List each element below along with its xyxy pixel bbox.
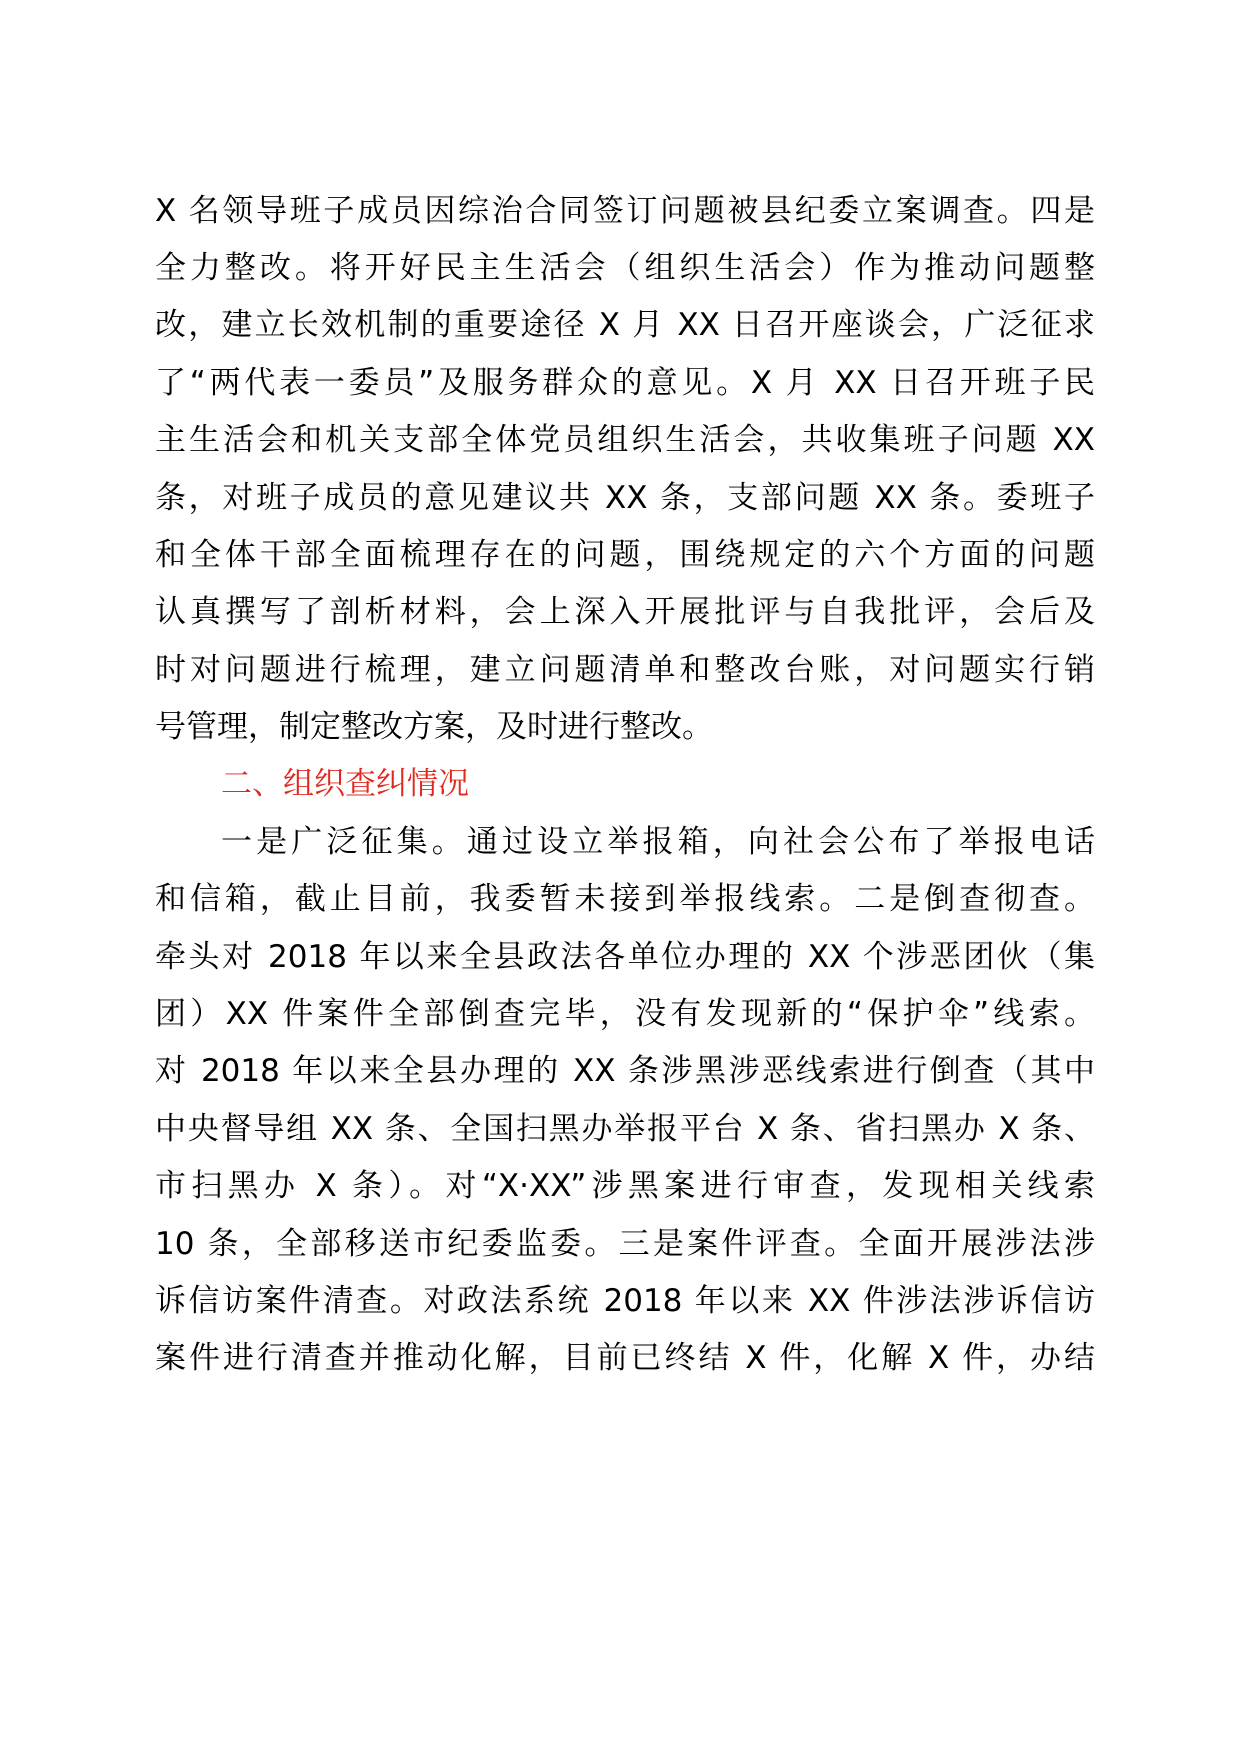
body-line: 认真撰写了剖析材料，会上深入开展批评与自我批评，会后及 <box>155 594 1095 630</box>
body-line: 中央督导组 XX 条、全国扫黑办举报平台 X 条、省扫黑办 X 条、 <box>155 1111 1095 1147</box>
body-line: 了“两代表一委员”及服务群众的意见。X 月 XX 日召开班子民 <box>155 365 1095 401</box>
body-line: 牵头对 2018 年以来全县政法各单位办理的 XX 个涉恶团伙（集 <box>155 939 1095 975</box>
body-line: X 名领导班子成员因综治合同签订问题被县纪委立案调查。四是 <box>155 193 1095 229</box>
body-line: 条，对班子成员的意见建议共 XX 条，支部问题 XX 条。委班子 <box>155 480 1095 516</box>
section-heading: 二、组织查纠情况 <box>221 766 469 802</box>
body-line: 10 条，全部移送市纪委监委。三是案件评查。全面开展涉法涉 <box>155 1226 1095 1262</box>
body-line: 和全体干部全面梳理存在的问题，围绕规定的六个方面的问题 <box>155 537 1095 573</box>
body-line: 团）XX 件案件全部倒查完毕，没有发现新的“保护伞”线索。 <box>155 996 1095 1032</box>
body-line: 时对问题进行梳理，建立问题清单和整改台账，对问题实行销 <box>155 652 1095 688</box>
body-line: 和信箱，截止目前，我委暂未接到举报线索。二是倒查彻查。 <box>155 881 1095 917</box>
body-line: 改，建立长效机制的重要途径 X 月 XX 日召开座谈会，广泛征求 <box>155 307 1095 343</box>
body-line: 主生活会和机关支部全体党员组织生活会，共收集班子问题 XX <box>155 422 1095 458</box>
body-line: 全力整改。将开好民主生活会（组织生活会）作为推动问题整 <box>155 250 1095 286</box>
body-line: 一是广泛征集。通过设立举报箱，向社会公布了举报电话 <box>221 824 1095 860</box>
body-line: 对 2018 年以来全县办理的 XX 条涉黑涉恶线索进行倒查（其中 <box>155 1053 1095 1089</box>
body-line: 案件进行清查并推动化解，目前已终结 X 件，化解 X 件，办结 <box>155 1340 1095 1376</box>
body-line: 号管理，制定整改方案，及时进行整改。 <box>155 709 713 745</box>
body-line: 市扫黑办 X 条）。对“X·XX”涉黑案进行审查，发现相关线索 <box>155 1168 1095 1204</box>
body-line: 诉信访案件清查。对政法系统 2018 年以来 XX 件涉法涉诉信访 <box>155 1283 1095 1319</box>
